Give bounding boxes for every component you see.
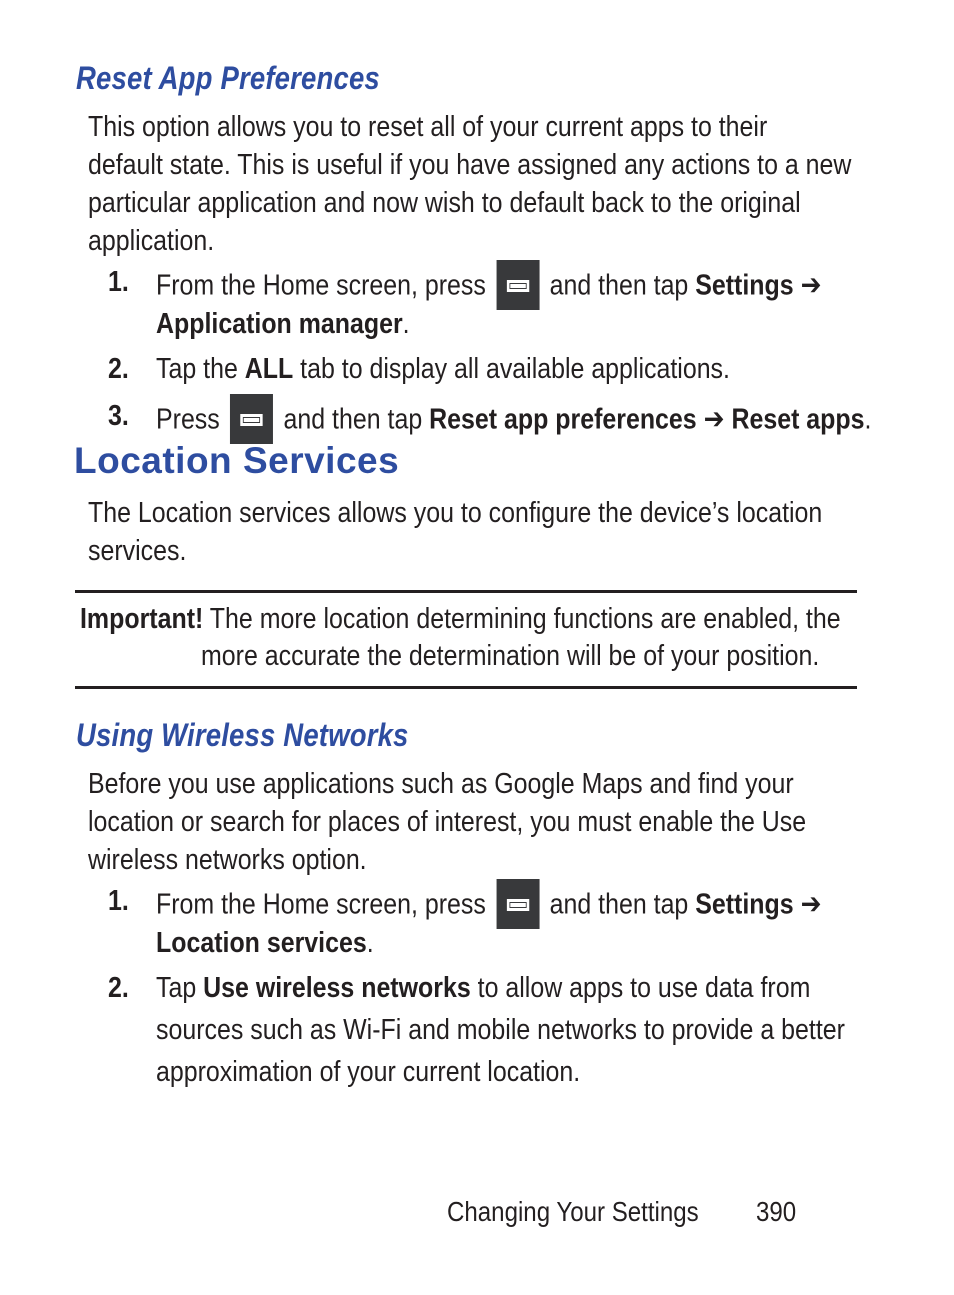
all-tab-label: ALL <box>244 353 294 385</box>
menu-key-icon <box>230 394 273 444</box>
step-text: Tap <box>156 972 197 1004</box>
paragraph-line: application. <box>88 225 215 257</box>
application-manager-label: Application manager <box>156 308 403 340</box>
note-text: more accurate the determination will be of your position. <box>201 640 820 672</box>
paragraph-line: This option allows you to reset all of your current apps to their <box>88 111 768 143</box>
step-text: and then tap <box>283 403 423 436</box>
important-label: Important! <box>80 603 204 635</box>
arrow-icon: ➔ <box>800 269 822 302</box>
heading-text: Location Services <box>74 440 400 481</box>
step-text: Press <box>156 403 220 436</box>
step-text: approximation of your current location. <box>156 1056 581 1088</box>
step-number: 2. <box>108 972 129 1004</box>
step-number: 3. <box>108 400 129 432</box>
wireless-intro-paragraph <box>88 765 923 879</box>
page-number <box>756 1196 803 1228</box>
heading-text: Using Wireless Networks <box>76 717 409 753</box>
step-text: and then tap <box>549 269 689 302</box>
step-number: 2. <box>108 353 129 385</box>
location-services-label: Location services <box>156 927 367 959</box>
paragraph-line: services. <box>88 535 187 567</box>
footer-chapter-title <box>447 1196 740 1228</box>
paragraph-line: location or search for places of interest, you must enable the Use <box>88 806 807 838</box>
step-text: From the Home screen, press <box>156 269 486 302</box>
paragraph-line: The Location services allows you to configure the device’s location <box>88 497 823 529</box>
footer-chapter-text: Changing Your Settings <box>447 1196 699 1227</box>
step-number: 1. <box>108 266 129 298</box>
arrow-icon: ➔ <box>800 888 822 921</box>
note-text: The more location determining functions are enabled, the <box>209 603 841 635</box>
use-wireless-networks-label: Use wireless networks <box>203 972 471 1004</box>
note-top-rule <box>75 590 857 593</box>
punctuation: . <box>864 403 872 436</box>
step-text: to allow apps to use data from <box>477 972 811 1004</box>
paragraph-line: Before you use applications such as Google Maps and find your <box>88 768 794 800</box>
heading-location-services <box>74 440 399 482</box>
location-intro-paragraph <box>88 494 942 570</box>
step-text: and then tap <box>549 888 689 921</box>
step-text: tab to display all available applications. <box>300 353 730 385</box>
settings-label: Settings <box>695 269 794 302</box>
heading-reset-app-preferences <box>76 60 429 97</box>
heading-using-wireless-networks <box>76 717 463 754</box>
paragraph-line: default state. This is useful if you have assigned any actions to a new <box>88 149 852 181</box>
reset-apps-label: Reset apps <box>731 403 865 436</box>
settings-label: Settings <box>695 888 794 921</box>
punctuation: . <box>402 308 410 340</box>
page-number-text: 390 <box>756 1196 797 1227</box>
menu-key-icon <box>496 260 539 310</box>
step-text: Tap the <box>156 353 238 385</box>
punctuation: . <box>366 927 374 959</box>
important-note <box>80 601 954 675</box>
note-bottom-rule <box>75 686 857 689</box>
arrow-icon: ➔ <box>703 403 725 436</box>
paragraph-line: wireless networks option. <box>88 844 367 876</box>
step-text: From the Home screen, press <box>156 888 486 921</box>
step-number: 1. <box>108 885 129 917</box>
reset-intro-paragraph <box>88 108 954 260</box>
heading-text: Reset App Preferences <box>76 60 380 96</box>
step-text: sources such as Wi-Fi and mobile networks to provide a better <box>156 1014 845 1046</box>
reset-app-preferences-label: Reset app preferences <box>429 403 697 436</box>
menu-key-icon <box>496 879 539 929</box>
paragraph-line: particular application and now wish to default back to the original <box>88 187 801 219</box>
